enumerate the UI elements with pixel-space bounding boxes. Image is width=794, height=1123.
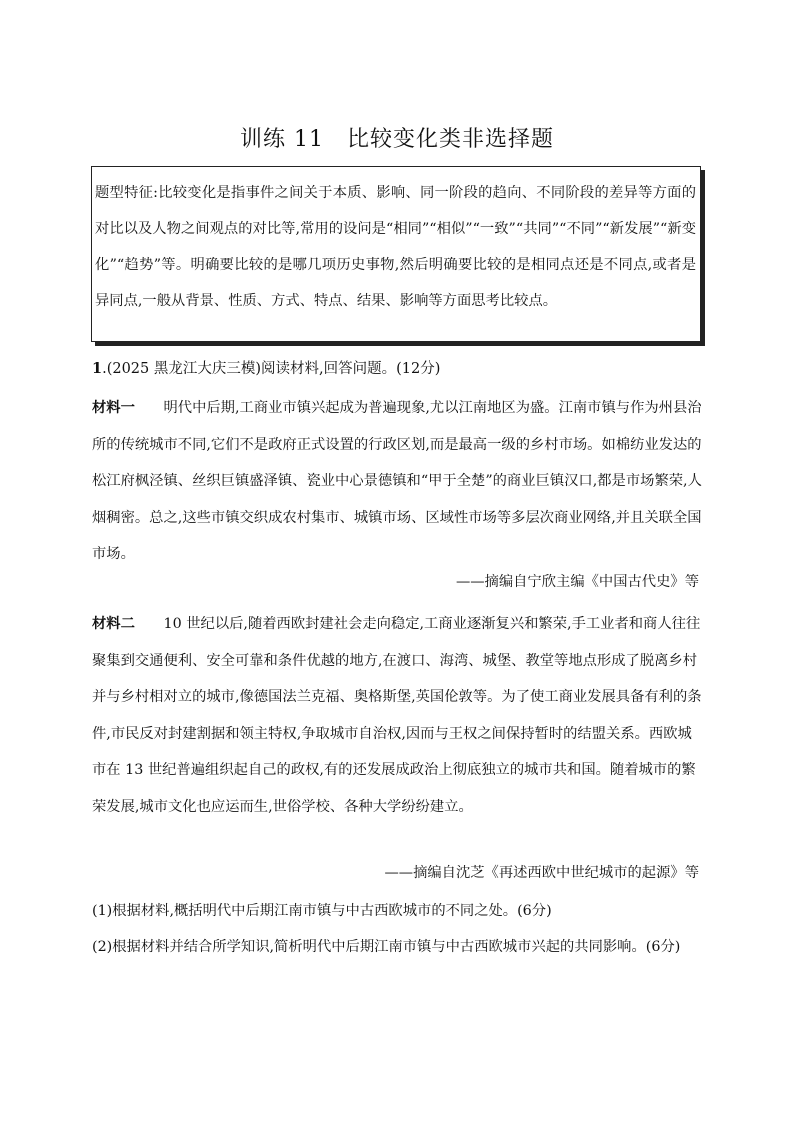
feature-label: 题型特征: xyxy=(95,185,158,201)
material-one-source: ——摘编自宁欣主编《中国古代史》等 xyxy=(455,574,699,590)
material-two xyxy=(92,606,704,826)
material-one xyxy=(92,390,704,573)
material-one-label: 材料一 xyxy=(92,400,135,416)
question-type-feature-box xyxy=(91,166,701,342)
question-stem-text: .(2025 黑龙江大庆三模)阅读材料,回答问题。(12分) xyxy=(102,361,441,377)
subquestion-1: (1)根据材料,概括明代中后期江南市镇与中古西欧城市的不同之处。(6分) xyxy=(92,903,552,919)
material-two-label: 材料二 xyxy=(92,616,135,632)
material-one-paragraph xyxy=(92,390,704,573)
subquestion-2-text: (2)根据材料并结合所学知识,简析明代中后期江南市镇与中古西欧城市兴起的共同影响。(6分) xyxy=(92,939,681,955)
subquestion-2 xyxy=(92,930,710,964)
material-two-text: 10 世纪以后,随着西欧封建社会走向稳定,工商业逐渐复兴和繁荣,手工业者和商人往往聚集到交通便利、安全可靠和条件优越的地方,在渡口、海湾、城堡、教堂等地点形成了脱离乡村并与乡村相对立的城市,像德国法兰克福、奥格斯堡,英国伦敦等。为了使工商业发展具备有利的条件,市民反对封建割据和领主特权,争取城市自治权,因而与王权之间保持暂时的结盟关系。西欧城市在 13 世纪普遍组织起自己的政权,有的还发展成政治上彻底独立的城市共和国。随着城市的繁荣发展,城市文化也应运而生,世俗学校、各种大学纷纷建立。 xyxy=(92,616,702,815)
question-stem xyxy=(92,357,440,381)
feature-paragraph xyxy=(95,175,696,319)
material-one-text: 明代中后期,工商业市镇兴起成为普遍现象,尤以江南地区为盛。江南市镇与作为州县治所的传统城市不同,它们不是政府正式设置的行政区划,而是最高一级的乡村市场。如棉纺业发达的松江府枫泾镇、丝织巨镇盛泽镇、瓷业中心景德镇和“甲于全楚”的商业巨镇汉口,都是市场繁荣,人烟稠密。总之,这些市镇交织成农村集市、城镇市场、区域性市场等多层次商业网络,并且关联全国市场。 xyxy=(92,400,702,563)
page-title: 训练 11 比较变化类非选择题 xyxy=(240,127,554,152)
feature-text: 比较变化是指事件之间关于本质、影响、同一阶段的趋向、不同阶段的差异等方面的对比以及人物之间观点的对比等,常用的设问是“相同”“相似”“一致”“共同”“不同”“新发展”“新变化”“趋势”等。明确要比较的是哪几项历史事物,然后明确要比较的是相同点还是不同点,或者是异同点,一般从背景、性质、方式、特点、结果、影响等方面思考比较点。 xyxy=(95,185,696,309)
material-two-source: ——摘编自沈芝《再述西欧中世纪城市的起源》等 xyxy=(384,865,699,881)
question-number: 1 xyxy=(92,360,103,377)
material-two-paragraph xyxy=(92,606,704,826)
